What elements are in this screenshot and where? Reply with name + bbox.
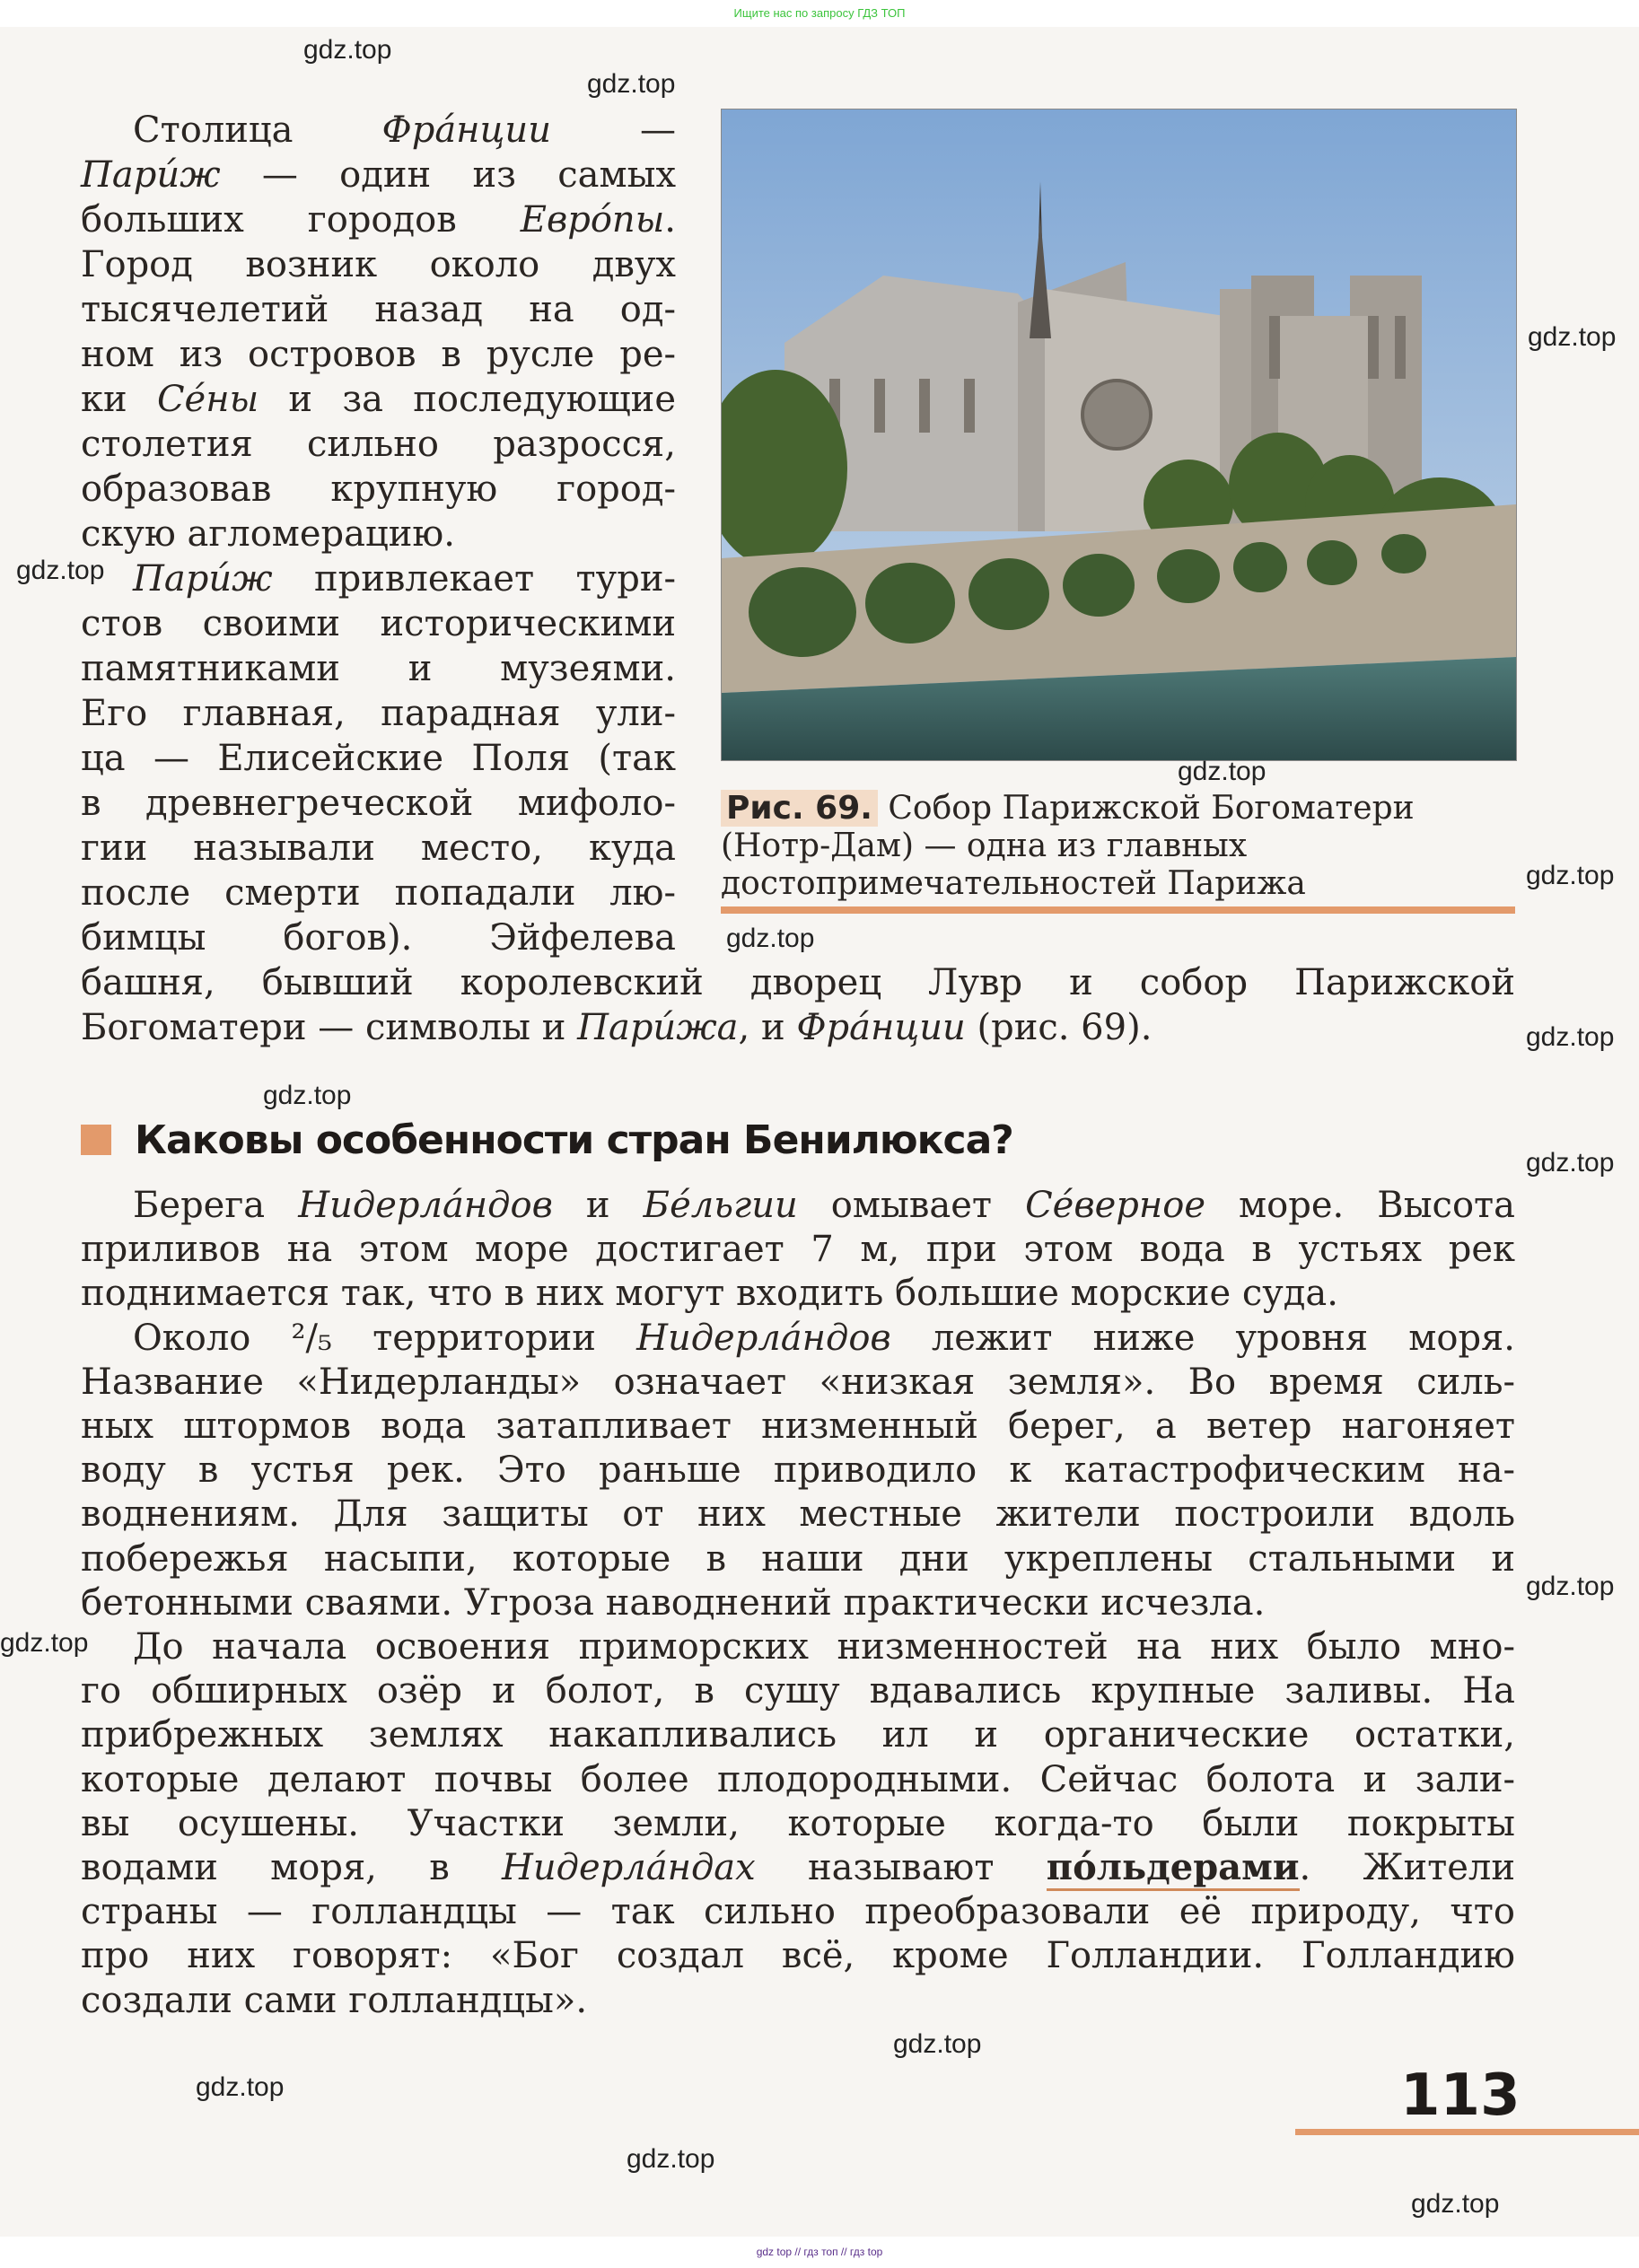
text-line: Богоматери — символы и Пари́жа, и Фра́нции (рис. 69). (81, 1007, 1153, 1048)
figure-caption (721, 790, 1515, 903)
watermark: gdz.top (1526, 1148, 1615, 1178)
text-line: памятниками и музеями. (81, 648, 676, 689)
watermark: gdz.top (1178, 757, 1266, 786)
caption-rule (721, 906, 1515, 914)
watermark: gdz.top (1526, 861, 1615, 890)
text-line: ца — Елисейские Поля (так (81, 738, 676, 779)
text-line: До начала освоения приморских низменностей на них было мно- (133, 1626, 1515, 1668)
caption-line: Собор Парижской Богоматери (888, 790, 1415, 827)
watermark: gdz.top (0, 1628, 89, 1658)
text-line: го обширных озёр и болот, в сушу вдавались крупные заливы. На (81, 1670, 1515, 1712)
text-line: создали сами голландцы». (81, 1979, 588, 2021)
text-line: ных штормов вода затапливает низменный берег, а ветер нагоняет (81, 1405, 1515, 1447)
section-heading-text: Каковы особенности стран Бенилюкса? (135, 1116, 1013, 1163)
text-line: после смерти попадали лю- (81, 872, 676, 914)
text-line: образовав крупную город- (81, 468, 676, 510)
text-line: Город возник около двух (81, 244, 676, 285)
text-line: стов своими историческими (81, 603, 676, 644)
watermark: gdz.top (1411, 2189, 1500, 2219)
text-line: побережья насыпи, которые в наши дни укреплены стальными и (81, 1537, 1515, 1580)
text-line: поднимается так, что в них могут входить большие морские суда. (81, 1273, 1338, 1315)
text-line: прибрежных землях накапливались ил и органические остатки, (81, 1714, 1515, 1756)
text-line: которые делают почвы более плодородными. Сейчас болота и зали- (81, 1758, 1515, 1800)
caption-line: (Нотр-Дам) — одна из главных (721, 828, 1248, 864)
watermark: gdz.top (303, 35, 392, 65)
text-line: Пари́ж привлекает тури- (133, 558, 676, 600)
notre-dame-photo (721, 109, 1517, 761)
text-line: башня, бывший королевский дворец Лувр и собор Парижской (81, 962, 1515, 1003)
text-line: ки Се́ны и за последующие (81, 379, 677, 420)
text-line: в древнегреческой мифоло- (81, 783, 676, 824)
watermark: gdz.top (726, 924, 815, 953)
text-line: гии называли место, куда (81, 828, 676, 869)
watermark: gdz.top (1526, 1022, 1615, 1052)
caption-line: достопримечательностей Парижа (721, 865, 1306, 902)
figure-label: Рис. 69. (721, 790, 878, 827)
page-number-rule (1295, 2129, 1639, 2135)
text-line: ном из островов в русле ре- (81, 334, 676, 375)
text-line: больших городов Евро́пы. (81, 199, 676, 241)
text-line: Около ²/₅ территории Нидерла́ндов лежит ниже уровня моря. (133, 1317, 1516, 1359)
footer-banner: gdz top // гдз топ // гдз top (0, 2237, 1639, 2268)
section-heading (81, 1115, 1013, 1165)
text-line: бетонными сваями. Угроза наводнений практически исчезла. (81, 1581, 1266, 1624)
watermark: gdz.top (196, 2072, 285, 2102)
text-line: вы осушены. Участки земли, которые когда-то были покрыты (81, 1802, 1515, 1844)
text-line: про них говорят: «Бог создал всё, кроме Голландии. Голландию (81, 1935, 1515, 1977)
text-line: Столица Фра́нции — (133, 109, 677, 151)
text-line: Пари́ж — один из самых (81, 154, 676, 196)
watermark: gdz.top (627, 2144, 715, 2174)
search-banner: Ищите нас по запросу ГДЗ ТОП (0, 0, 1639, 27)
watermark: gdz.top (263, 1081, 352, 1110)
text-line: приливов на этом море достигает 7 м, при этом вода в устьях рек (81, 1229, 1515, 1271)
text-line: столетия сильно разросся, (81, 424, 676, 465)
text-line: Название «Нидерланды» означает «низкая земля». Во время силь- (81, 1361, 1515, 1403)
watermark: gdz.top (16, 556, 105, 585)
watermark: gdz.top (1528, 322, 1617, 352)
watermark: gdz.top (587, 69, 676, 99)
heading-marker-icon (81, 1125, 111, 1155)
text-line: скую агломерацию. (81, 513, 455, 555)
text-line: страны — голландцы — так сильно преобразовали её природу, что (81, 1891, 1515, 1933)
page-number: 113 (1400, 2062, 1521, 2129)
text-line: Его главная, парадная ули- (81, 693, 676, 734)
text-line: воднениям. Для защиты от них местные жители построили вдоль (81, 1493, 1515, 1536)
text-line: воду в устья рек. Это раньше приводило к катастрофическим на- (81, 1449, 1515, 1492)
text-line: водами моря, в Нидерла́ндах называют по́льдерами. Жители (81, 1845, 1515, 1890)
watermark: gdz.top (1526, 1572, 1615, 1601)
text-line: бимцы богов). Эйфелева (81, 917, 676, 959)
text-line: тысячелетий назад на од- (81, 289, 676, 330)
watermark: gdz.top (893, 2029, 982, 2059)
text-line: Берега Нидерла́ндов и Бе́льгии омывает Се́верное море. Высота (133, 1185, 1516, 1226)
